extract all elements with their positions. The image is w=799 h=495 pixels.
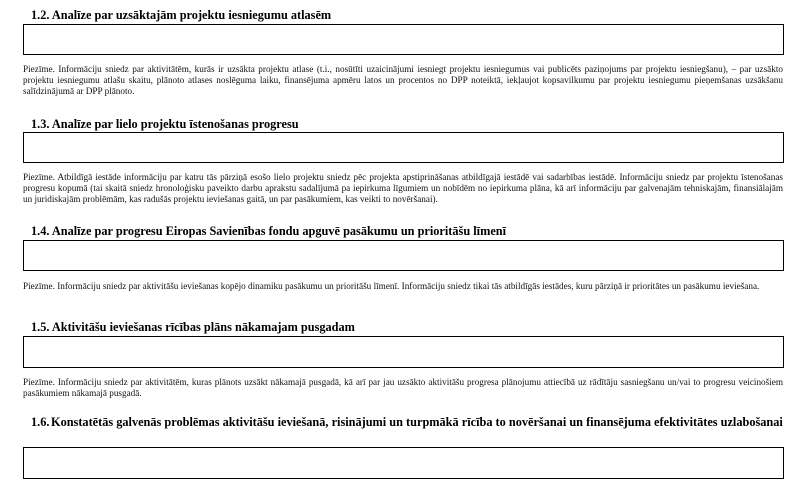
section-title: Analīze par progresu Eiropas Savienības fondu apguvē pasākumu un prioritāšu līmenī [51, 224, 507, 238]
section-number: 1.6. [31, 415, 50, 429]
section-number: 1.3. [31, 117, 50, 131]
section-note: Piezīme. Informāciju sniedz par aktivitātēm, kuras plānots uzsākt nākamajā pusgadā, kā arī par jau uzsākto aktivitāšu progresa plānojumu attiecībā uz rādītāju sasniegšanu un/vai to progresu veicinošiem pasākumiem nākamajā pusgadā. [23, 377, 783, 398]
section-heading [31, 320, 355, 334]
section-number: 1.5. [31, 320, 50, 334]
section-title: Analīze par uzsāktajām projektu iesniegumu atlasēm [51, 8, 332, 22]
section-note: Piezīme. Atbildīgā iestāde informāciju par katru tās pārziņā esošo lielo projektu sniedz pēc projekta apstiprināšanas atbildīgajā iestādē vai sadarbības iestādē. Informāciju sniedz par projektu īstenošanas progresu kopumā (tai skaitā sniedz hronoloģisku paveikto darbu aprakstu sadalījumā pa iepirkuma līgumiem un nobīdēm no iepirkuma plāna, kā arī informāciju par galvenajām tehniskajām, finansiālajām un juridiskajām problēmām, kas radušās projektu ieviešanas gaitā, un par pasākumiem, kas veikti to novēršanai). [23, 172, 783, 204]
section-note: Piezīme. Informāciju sniedz par aktivitātēm, kurās ir uzsākta projektu atlase (t.i., nosūtīti uzaicinājumi iesniegt projektu iesniegumus vai publicēts paziņojums par projektu iesniegšanu), – par uzsākto projektu iesniegumu atlašu skaitu, plānoto atlases noslēguma laiku, finansējuma apmēru latos un procentos no DPP noteiktā, iekļaujot kopsavilkumu par projektu iesniegumu pieņemšanas uzsākšanu salīdzinājumā ar DPP plānoto. [23, 64, 783, 96]
section-title: Konstatētās galvenās problēmas aktivitāšu ieviešanā, risinājumi un turpmākā rīcība to novēršanai un finansējuma efektivitātes uzlabošanai [51, 415, 783, 429]
section-title: Aktivitāšu ieviešanas rīcības plāns nākamajam pusgadam [51, 320, 355, 334]
section-heading [31, 117, 299, 131]
section-number: 1.4. [31, 224, 50, 238]
section-heading [31, 224, 506, 238]
answer-box[interactable] [23, 24, 784, 55]
answer-box[interactable] [23, 132, 784, 163]
section-title: Analīze par lielo projektu īstenošanas progresu [51, 117, 299, 131]
answer-box[interactable] [23, 240, 784, 271]
section-note: Piezīme. Informāciju sniedz par aktivitāšu ieviešanas kopējo dinamiku pasākumu un prioritāšu līmenī. Informāciju sniedz tikai tās atbildīgās iestādes, kuru pārziņā ir prioritātes un pasākumu ieviešana. [23, 281, 760, 291]
answer-box[interactable] [23, 447, 784, 479]
section-heading [31, 415, 783, 429]
section-heading [31, 8, 331, 22]
section-number: 1.2. [31, 8, 50, 22]
answer-box[interactable] [23, 336, 784, 368]
